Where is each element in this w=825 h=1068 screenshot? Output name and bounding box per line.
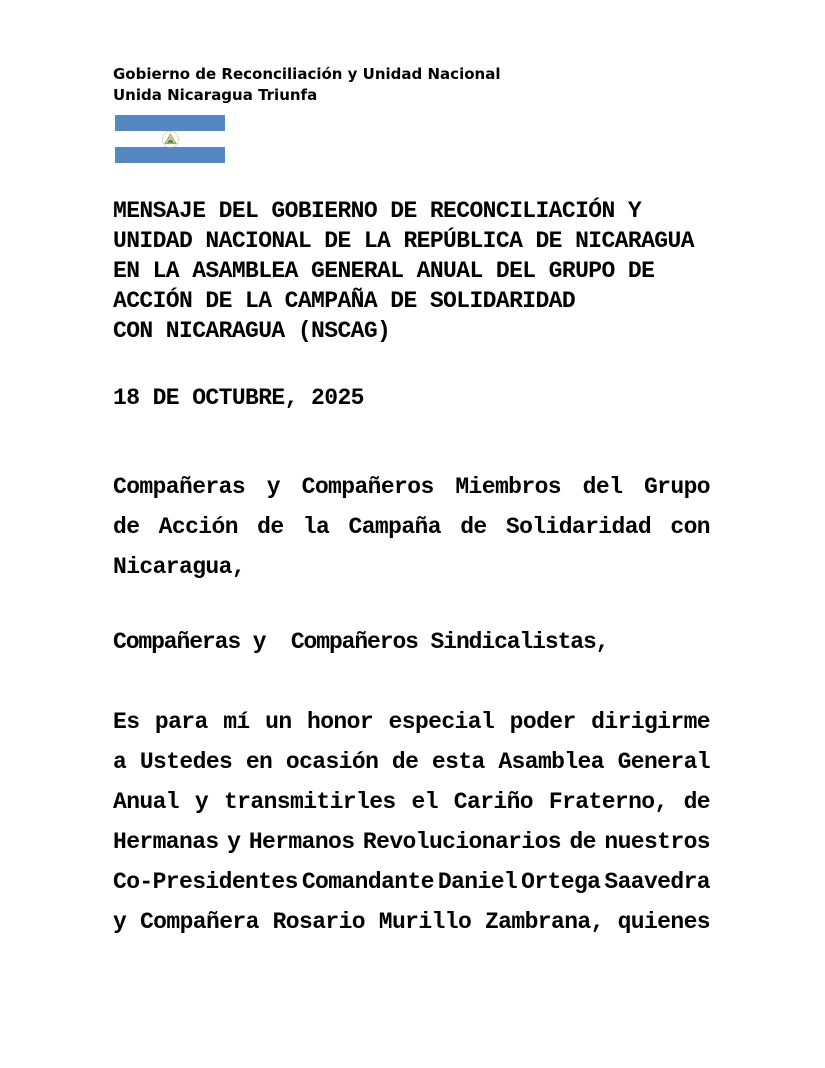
text-line: y Compañera Rosario Murillo Zambrana, quienes xyxy=(113,909,710,935)
text-line: EN LA ASAMBLEA GENERAL ANUAL DEL GRUPO DE xyxy=(113,258,655,284)
coat-of-arms-icon xyxy=(161,130,180,149)
date-line: 18 DE OCTUBRE, 2025 xyxy=(113,385,364,411)
letterhead-org-line: Gobierno de Reconciliación y Unidad Nacional xyxy=(113,65,501,83)
document-title xyxy=(113,196,733,346)
text-line: MENSAJE DEL GOBIERNO DE RECONCILIACIÓN Y xyxy=(113,198,642,224)
text-line: de Acción de la Campaña de Solidaridad con xyxy=(113,514,710,540)
letterhead-motto-line: Unida Nicaragua Triunfa xyxy=(113,86,318,104)
text-line: Compañeras y Compañeros Miembros del Grupo xyxy=(113,474,710,500)
text-line: a Ustedes en ocasión de esta Asamblea General xyxy=(113,749,710,775)
flag-stripe-middle xyxy=(115,131,225,147)
union-salutation xyxy=(113,622,710,662)
letterhead xyxy=(113,64,500,106)
text-line: Compañeras y Compañeros Sindicalistas, xyxy=(113,629,609,655)
text-line: Es para mí un honor especial poder dirigirme xyxy=(113,709,710,735)
flag-stripe-bottom xyxy=(115,147,225,163)
salutation-paragraph xyxy=(113,467,710,587)
body-paragraph xyxy=(113,702,710,942)
text-line: CON NICARAGUA (NSCAG) xyxy=(113,318,391,344)
text-line: Hermanas y Hermanos Revolucionarios de nuestros xyxy=(113,829,710,855)
text-line: Anual y transmitirles el Cariño Fraterno, de xyxy=(113,789,710,815)
text-line: UNIDAD NACIONAL DE LA REPÚBLICA DE NICARAGUA xyxy=(113,228,694,254)
text-line: Nicaragua, xyxy=(113,554,246,580)
document-date xyxy=(113,383,733,413)
nicaragua-flag xyxy=(115,115,225,163)
text-line: ACCIÓN DE LA CAMPAÑA DE SOLIDARIDAD xyxy=(113,288,576,314)
text-line: Co-Presidentes Comandante Daniel Ortega Saavedra xyxy=(113,869,710,895)
